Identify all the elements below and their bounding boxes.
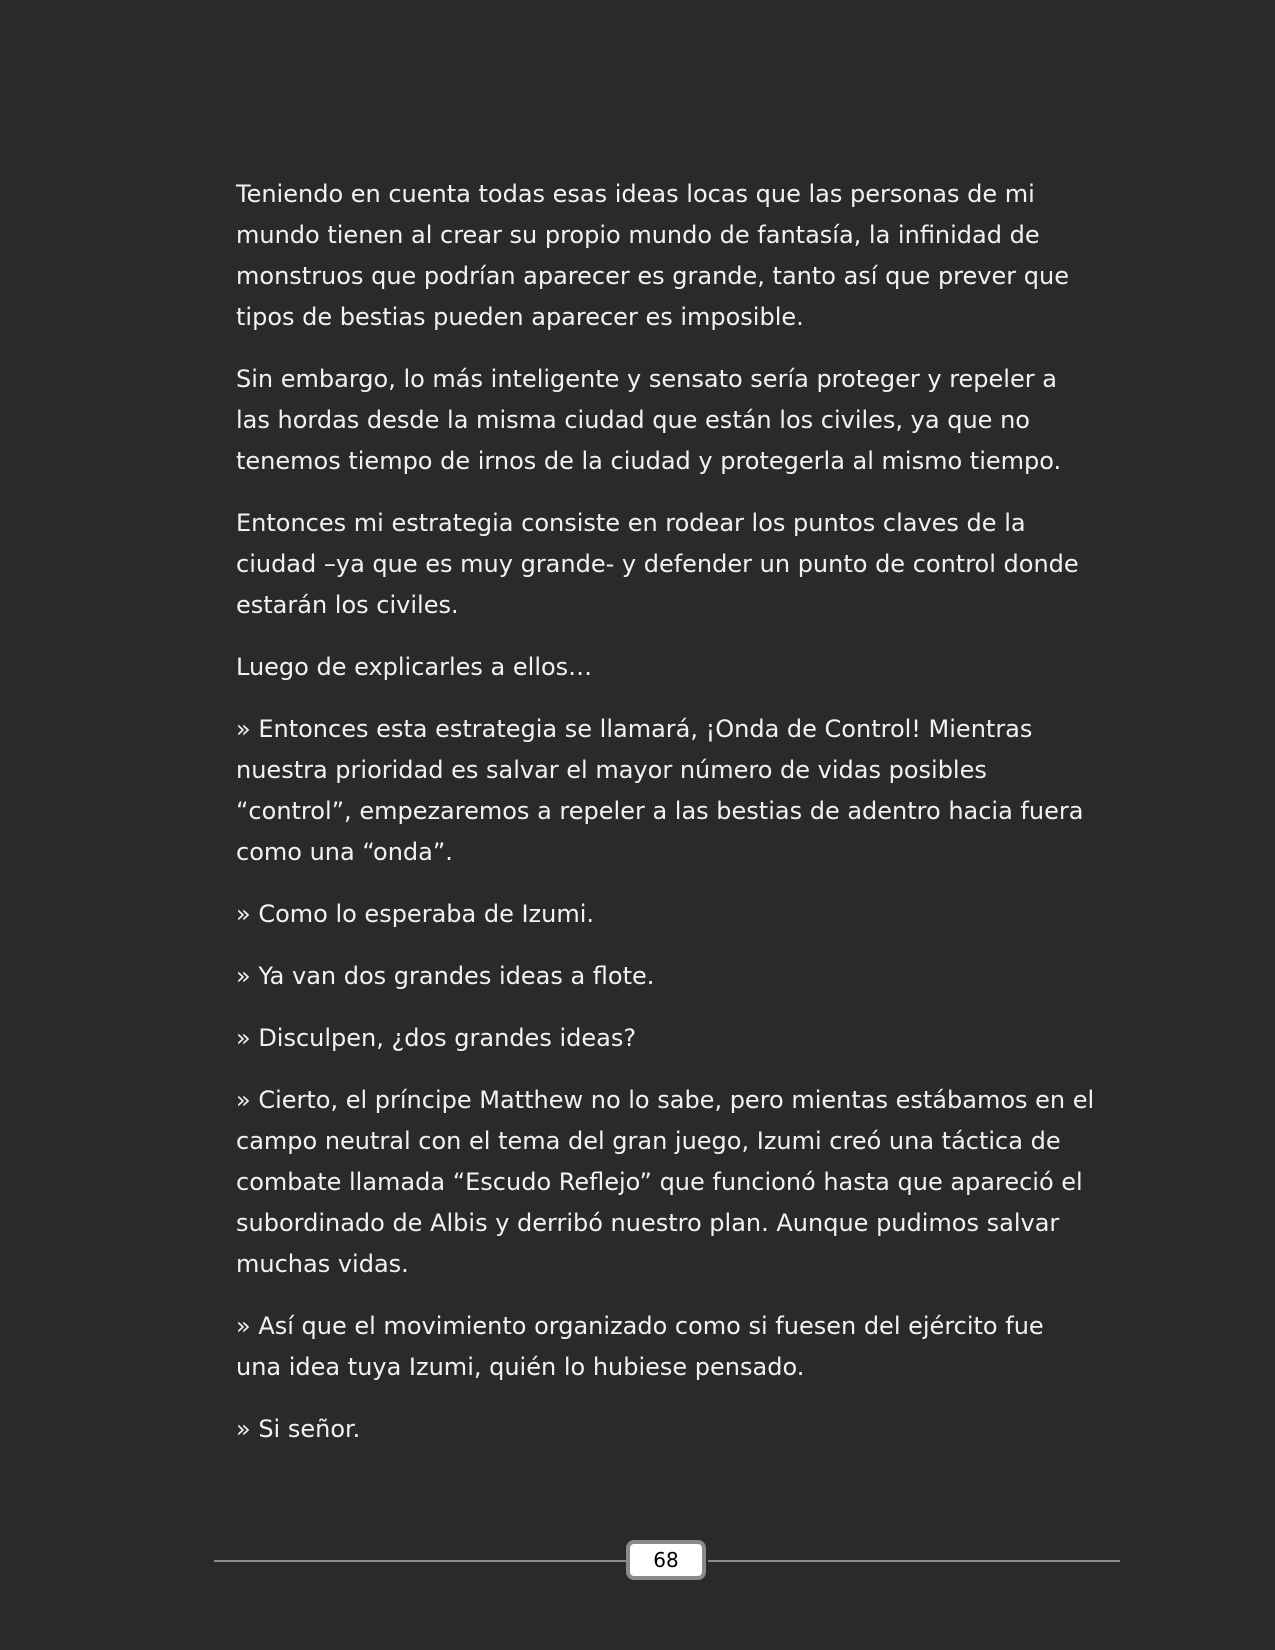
footer-divider-right [708,1560,1120,1562]
page-number [626,1540,706,1580]
paragraph: Luego de explicarles a ellos… [236,653,593,681]
document-body [236,174,1096,1471]
paragraph: » Como lo esperaba de Izumi. [236,900,595,928]
page-number-label: 68 [653,1548,679,1572]
paragraph: » Ya van dos grandes ideas a flote. [236,962,655,990]
paragraph: » Entonces esta estrategia se llamará, ¡Onda de Control! Mientras nuestra prioridad es salvar el mayor número de vidas posibles “control”, empezaremos a repeler a las bestias de adentro hacia fuera como una “onda”. [236,715,1084,866]
paragraph: Entonces mi estrategia consiste en rodear los puntos claves de la ciudad –ya que es muy grande- y defender un punto de control donde estarán los civiles. [236,509,1079,619]
paragraph: » Así que el movimiento organizado como si fuesen del ejército fue una idea tuya Izumi, quién lo hubiese pensado. [236,1312,1044,1381]
paragraph: » Disculpen, ¿dos grandes ideas? [236,1024,637,1052]
paragraph: » Si señor. [236,1415,361,1443]
paragraph: » Cierto, el príncipe Matthew no lo sabe, pero mientas estábamos en el campo neutral con el tema del gran juego, Izumi creó una táctica de combate llamada “Escudo Reflejo” que funcionó hasta que apareció el subordinado de Albis y derribó nuestro plan. Aunque pudimos salvar muchas vidas. [236,1086,1095,1278]
paragraph: Teniendo en cuenta todas esas ideas locas que las personas de mi mundo tienen al crear su propio mundo de fantasía, la infinidad de monstruos que podrían aparecer es grande, tanto así que prever que tipos de bestias pueden aparecer es imposible. [236,180,1069,331]
paragraph: Sin embargo, lo más inteligente y sensato sería proteger y repeler a las hordas desde la misma ciudad que están los civiles, ya que no tenemos tiempo de irnos de la ciudad y protegerla al mismo tiempo. [236,365,1062,475]
footer-divider-left [214,1560,628,1562]
